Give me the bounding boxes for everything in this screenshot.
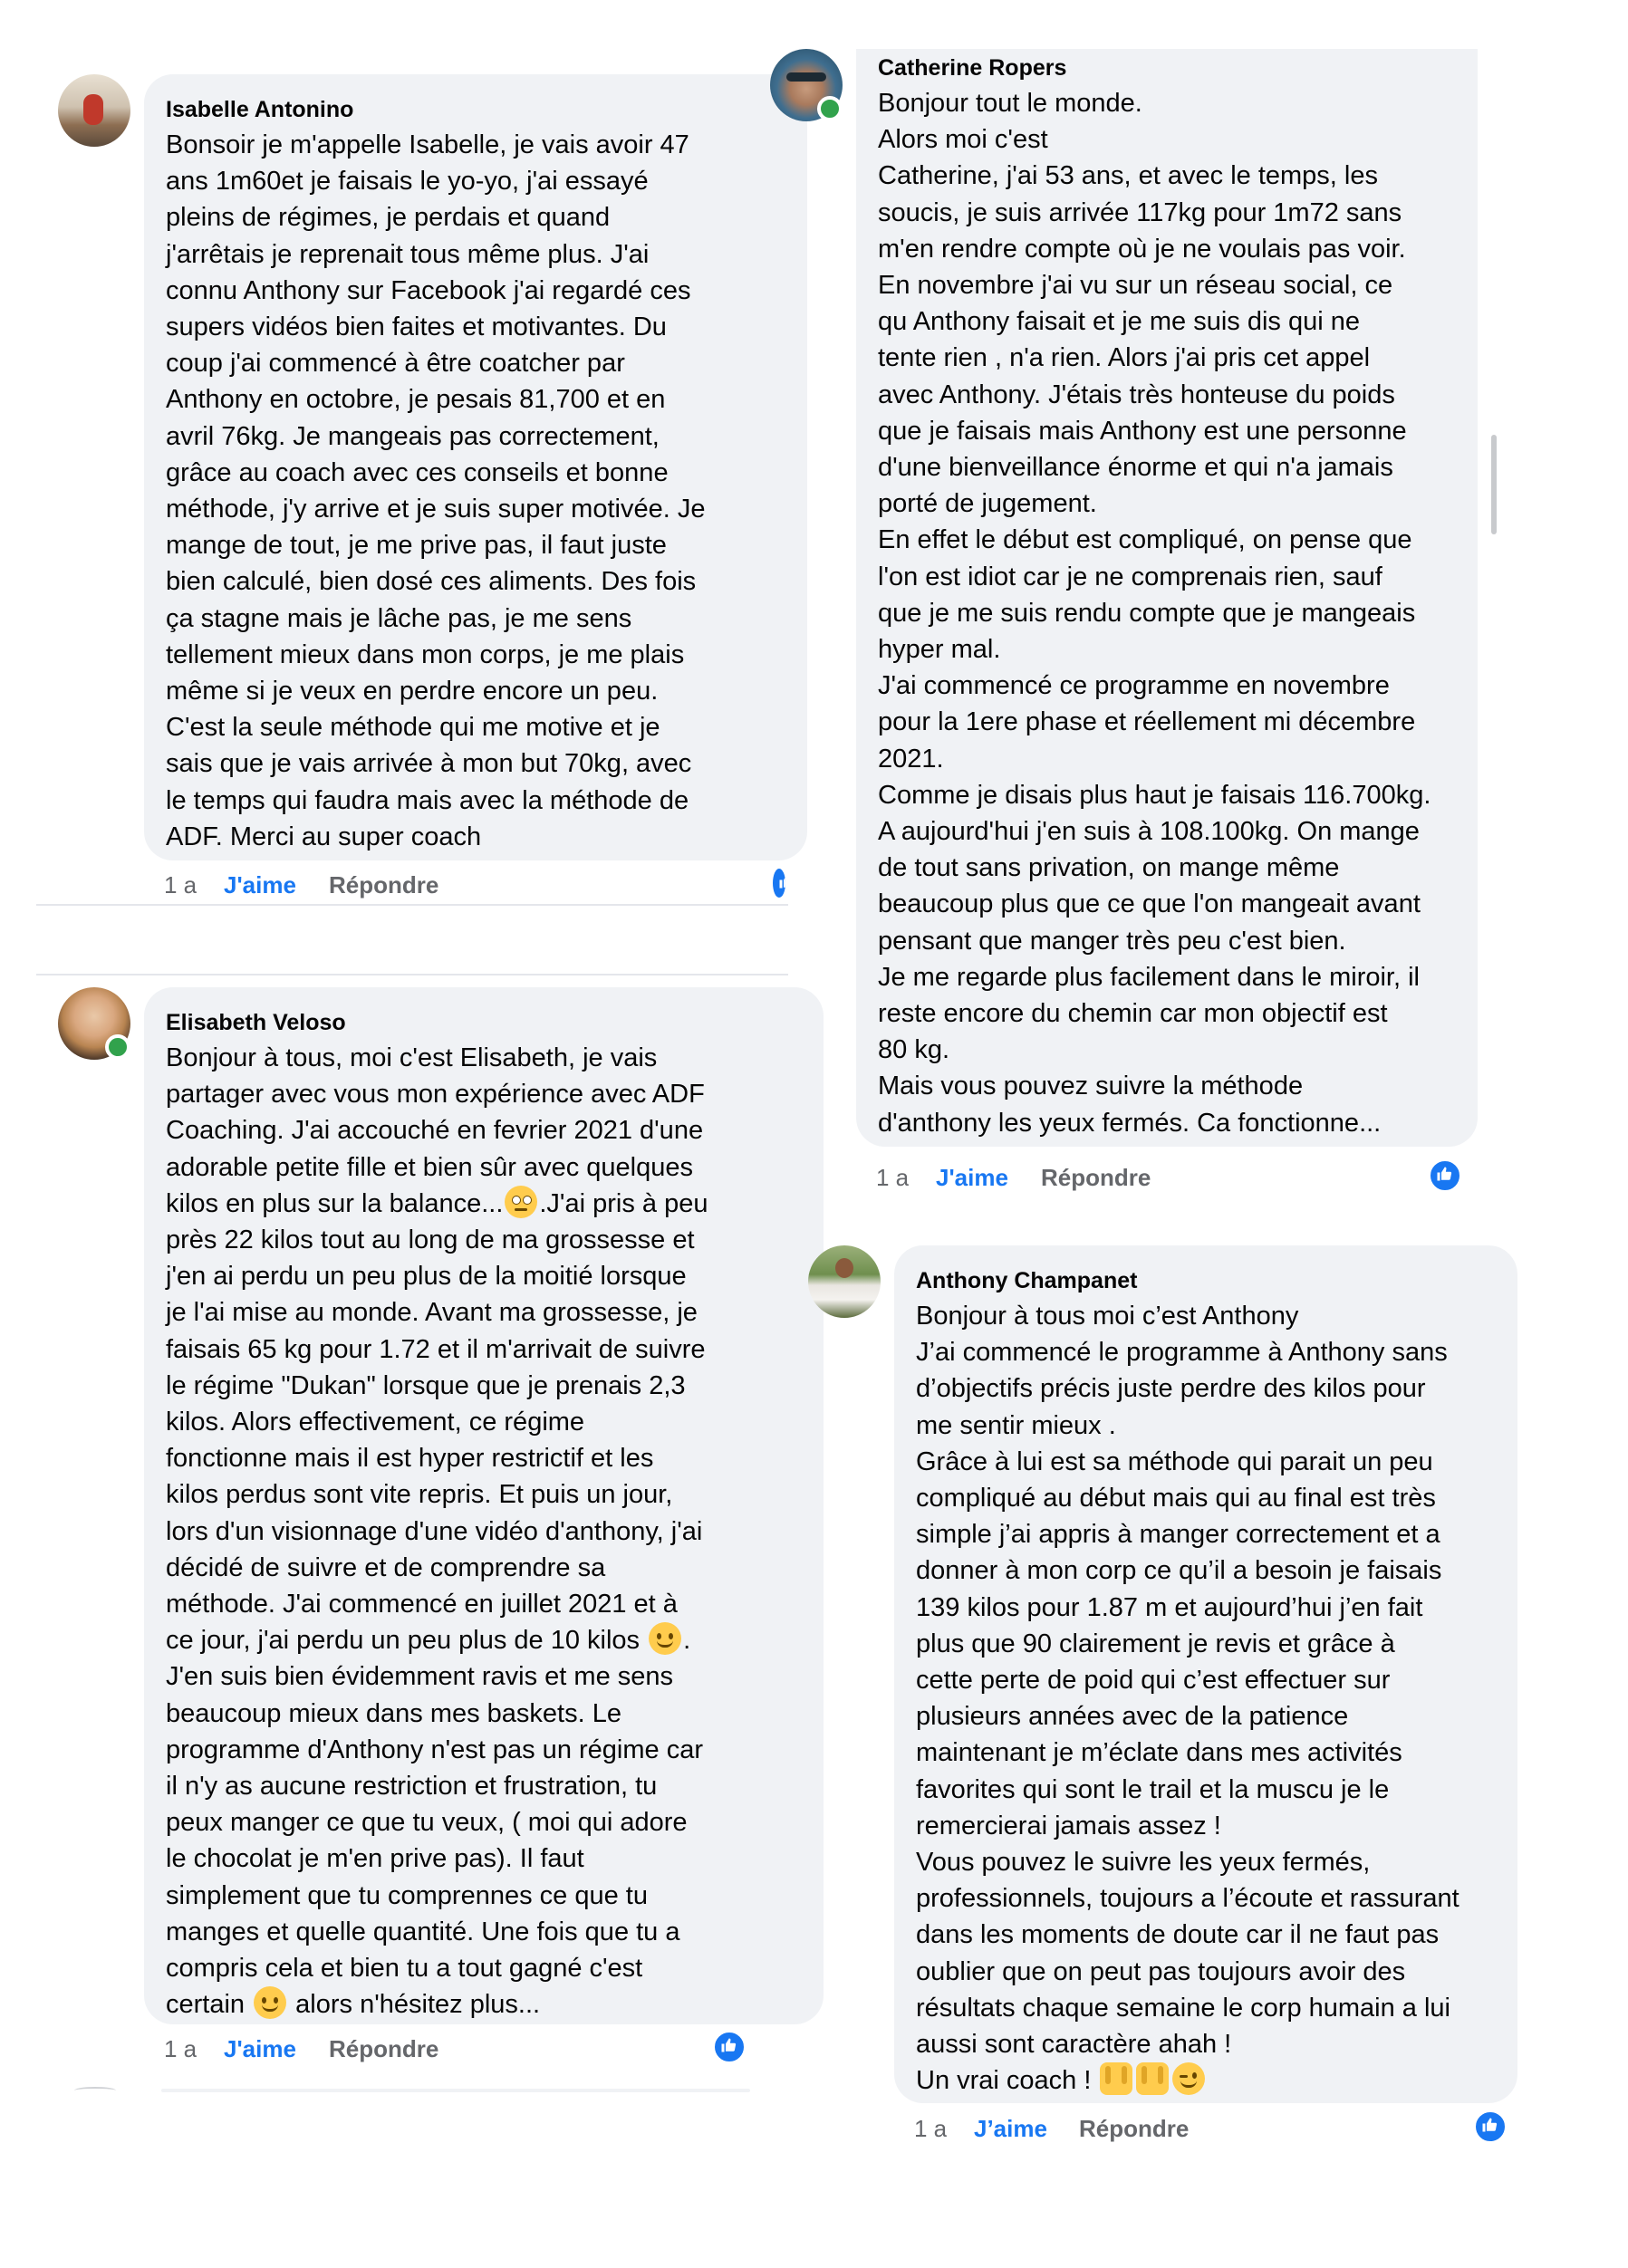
like-reaction-icon — [1429, 1159, 1461, 1192]
like-reaction-icon — [771, 867, 787, 899]
comment-timestamp[interactable]: 1 a — [164, 2035, 197, 2062]
comment-bubble — [894, 1245, 1517, 2103]
online-status-indicator — [817, 96, 843, 121]
like-button[interactable]: J'aime — [224, 2035, 296, 2062]
comment-actions — [164, 867, 816, 903]
comment-bubble — [144, 74, 807, 860]
reply-button[interactable]: Répondre — [329, 2035, 439, 2062]
comment-author[interactable]: Elisabeth Veloso — [166, 1010, 346, 1035]
scrollbar-thumb[interactable] — [1491, 435, 1497, 534]
like-button[interactable]: J’aime — [974, 2115, 1047, 2142]
comment-divider — [36, 974, 788, 975]
comment-text: Bonsoir je m'appelle Isabelle, je vais avoir 47 ans 1m60et je faisais le yo-yo, j'ai essayé pleins de régimes, je perdais et quand j'arrêtais je reprenait tous même plus. J'ai connu Anthony sur Facebook j'ai regardé ces supers vidéos bien faites et motivantes. Du coup j'ai commencé à être coatcher par Anthony en octobre, je pesais 81,700 et en avril 76kg. Je mangeais pas correctement, grâce au coach avec ces conseils et bonne méthode, j'y arrive et je suis super motivée. Je mange de tout, je me prive pas, il faut juste bien calculé, bien dosé ces aliments. Des fois ça stagne mais je lâche pas, je me sens tellement mieux dans mon corps, je me plais même si je veux en perdre encore un peu. C'est la seule méthode qui me motive et je sais que je vais arrivée à mon but 70kg, avec le temps qui faudra mais avec la méthode de ADF. Merci au super coach — [166, 130, 706, 851]
face-with-rolling-eyes-emoji — [505, 1186, 537, 1218]
comment-bubble — [144, 987, 824, 2024]
smiling-face-emoji — [254, 1986, 286, 2019]
reaction-summary[interactable] — [713, 2031, 726, 2067]
comment-text: Bonjour à tous, moi c'est Elisabeth, je vais partager avec vous mon expérience avec ADF Coaching. J'ai accouché en fevrier 2021 d'une adorable petite fille et bien sûr avec quelques kilos en plus sur la balance... .J'ai pris à peu près 22 kilos tout au long de ma grossesse et j'en ai perdu un peu plus de la moitié lorsque je l'ai mise au monde. Avant ma grossesse, je faisais 65 kg pour 1.72 et il m'arrivait de suivre le régime "Dukan" lorsque que je prenais 2,3 kilos. Alors effectivement, ce régime fonctionne mais il est hyper restrictif et les kilos perdus sont vite repris. Et puis un jour, lors d'un visionnage d'une vidéo d'anthony, j'ai décidé de suivre et de comprendre sa méthode. J'ai commencé en juillet 2021 et à ce jour, j'ai perdu un peu plus de 10 kilos . J'en suis bien évidemment ravis et me sens beaucoup mieux dans mes baskets. Le programme d'Anthony n'est pas un régime car il n'y as aucune restriction et frustration, tu peux manger ce que tu veux, ( moi qui adore le chocolat je m'en prive pas). Il faut simplement que tu comprennes ce que tu manges et quelle quantité. Une fois que tu a compris cela et bien tu a tout gagné c'est certain alors n'hésitez plus... — [166, 1043, 708, 2020]
reply-button[interactable]: Répondre — [1079, 2115, 1190, 2142]
reply-button[interactable]: Répondre — [1041, 1164, 1151, 1191]
reply-button[interactable]: Répondre — [329, 871, 439, 899]
like-button[interactable]: J'aime — [936, 1164, 1008, 1191]
online-status-indicator — [105, 1034, 130, 1060]
next-comment-bubble-partial — [161, 2089, 750, 2092]
comment-text: Bonjour à tous moi c’est Anthony J’ai commencé le programme à Anthony sans d’objectifs précis juste perdre des kilos pour me sentir mieux . Grâce à lui est sa méthode qui parait un peu compliqué au début mais qui au final est très simple j’ai appris à manger correctement et a donner à mon corp ce qu’il a besoin je faisais 139 kilos pour 1.87 m et aujourd’hui j’en fait plus que 90 clairement je revis et grâce à cette perte de poid qui c’est effectuer sur plusieurs années avec de la patience maintenant je m’éclate dans mes activités favorites qui sont le trail et la muscu je le remercierai jamais assez ! Vous pouvez le suivre les yeux fermés, professionnels, toujours a l’écoute et rassurant dans les moments de doute car il ne faut pas oublier que on peut pas toujours avoir des résultats chaque semaine le corp humain a lui aussi sont caractère ahah ! Un vrai coach ! — [916, 1302, 1459, 2096]
winking-face-emoji — [1172, 2062, 1205, 2095]
comment-actions — [164, 2031, 834, 2067]
like-reaction-icon — [713, 2031, 746, 2063]
comment-actions — [914, 2110, 1539, 2147]
reaction-summary[interactable] — [1474, 2110, 1487, 2147]
like-reaction-icon — [1474, 2110, 1507, 2143]
comment-author[interactable]: Anthony Champanet — [916, 1268, 1138, 1293]
avatar[interactable] — [808, 1245, 881, 1318]
comment-divider — [36, 904, 788, 906]
comment-author[interactable]: Isabelle Antonino — [166, 97, 354, 122]
next-comment-avatar-partial — [74, 2087, 116, 2094]
smiling-face-emoji — [649, 1622, 681, 1655]
comment-author[interactable]: Catherine Ropers — [878, 55, 1067, 81]
comment-timestamp[interactable]: 1 a — [914, 2115, 948, 2142]
reaction-summary[interactable] — [771, 867, 784, 903]
comment-timestamp[interactable]: 1 a — [876, 1164, 910, 1191]
comment-bubble — [856, 49, 1478, 1147]
comment-actions — [876, 1159, 1492, 1196]
reaction-summary[interactable] — [1429, 1159, 1441, 1196]
avatar[interactable] — [58, 74, 130, 147]
comment-timestamp[interactable]: 1 a — [164, 871, 197, 899]
love-you-gesture-emoji — [1136, 2062, 1169, 2095]
like-button[interactable]: J'aime — [224, 871, 296, 899]
comment-text: Bonjour tout le monde. Alors moi c'est Catherine, j'ai 53 ans, et avec le temps, les soucis, je suis arrivée 117kg pour 1m72 sans m'en rendre compte où je ne voulais pas voir. En novembre j'ai vu sur un réseau social, ce qu Anthony faisait et je me suis dis qui ne tente rien , n'a rien. Alors j'ai pris cet appel avec Anthony. J'étais très honteuse du poids que je faisais mais Anthony est une personne d'une bienveillance énorme et qui n'a jamais porté de jugement. En effet le début est compliqué, on pense que l'on est idiot car je ne comprenais rien, sauf que je me suis rendu compte que je mangeais hyper mal. J'ai commencé ce programme en novembre pour la 1ere phase et réellement mi décembre 2021. Comme je disais plus haut je faisais 116.700kg. A aujourd'hui j'en suis à 108.100kg. On mange de tout sans privation, on mange même beaucoup plus que ce que l'on mangeait avant pensant que manger très peu c'est bien. Je me regarde plus facilement dans le miroir, il reste encore du chemin car mon objectif est 80 kg. Mais vous pouvez suivre la méthode d'anthony les yeux fermés. Ca fonctionne... — [878, 89, 1431, 1138]
love-you-gesture-emoji — [1100, 2062, 1132, 2095]
